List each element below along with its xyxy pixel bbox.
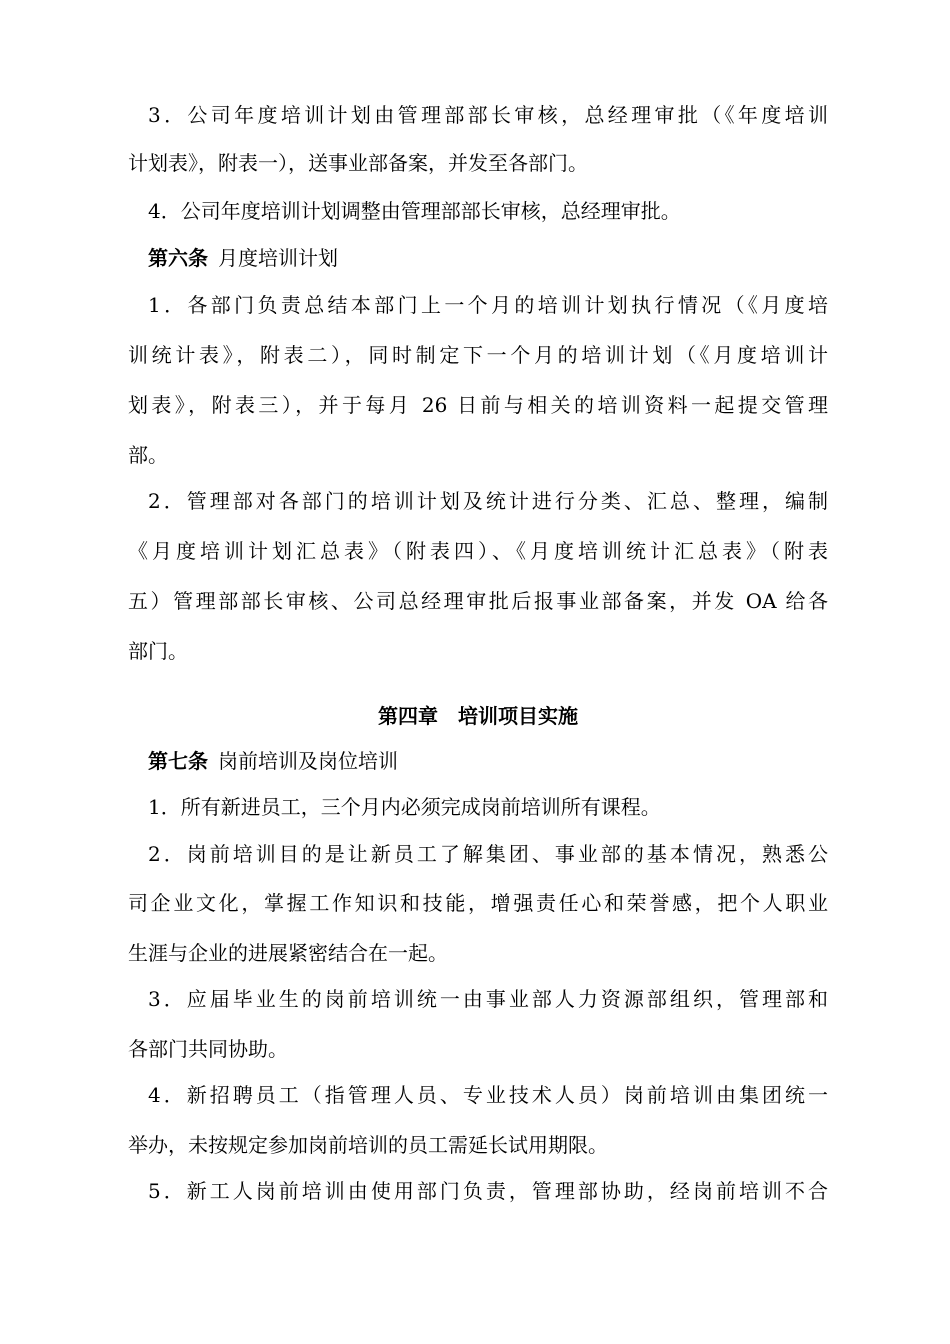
paragraph-line: 划表》，附表三），并于每月 26 日前与相关的培训资料一起提交管理 bbox=[128, 393, 828, 417]
article-number: 第六条 bbox=[148, 246, 208, 270]
paragraph-line: 五）管理部部长审核、公司总经理审批后报事业部备案，并发 OA 给各 bbox=[128, 589, 828, 613]
paragraph-line: 1．各部门负责总结本部门上一个月的培训计划执行情况（《月度培 bbox=[148, 293, 828, 317]
article-title: 月度培训计划 bbox=[218, 246, 338, 270]
article-title: 岗前培训及岗位培训 bbox=[218, 749, 398, 773]
paragraph-line: 计划表》，附表一），送事业部备案，并发至各部门。 bbox=[128, 151, 588, 175]
paragraph-line: 训统计表》，附表二），同时制定下一个月的培训计划（《月度培训计 bbox=[128, 343, 828, 367]
paragraph-line: 《月度培训计划汇总表》（附表四）、《月度培训统计汇总表》（附表 bbox=[128, 539, 828, 563]
paragraph-line: 部。 bbox=[128, 443, 168, 467]
article-number: 第七条 bbox=[148, 749, 208, 773]
article-heading bbox=[148, 244, 828, 272]
paragraph-line: 5．新工人岗前培训由使用部门负责，管理部协助，经岗前培训不合 bbox=[148, 1179, 828, 1203]
paragraph-line: 4．新招聘员工（指管理人员、专业技术人员）岗前培训由集团统一 bbox=[148, 1083, 828, 1107]
paragraph-line: 司企业文化，掌握工作知识和技能，增强责任心和荣誉感，把个人职业 bbox=[128, 891, 828, 915]
paragraph-line: 2．岗前培训目的是让新员工了解集团、事业部的基本情况，熟悉公 bbox=[148, 842, 828, 866]
article-heading bbox=[148, 747, 828, 775]
paragraph-line: 3．应届毕业生的岗前培训统一由事业部人力资源部组织，管理部和 bbox=[148, 987, 828, 1011]
paragraph-line: 举办，未按规定参加岗前培训的员工需延长试用期限。 bbox=[128, 1133, 608, 1157]
paragraph-line: 4．公司年度培训计划调整由管理部部长审核，总经理审批。 bbox=[148, 199, 681, 223]
paragraph-line: 3．公司年度培训计划由管理部部长审核，总经理审批（《年度培训 bbox=[148, 103, 828, 127]
paragraph-line: 部门。 bbox=[128, 639, 188, 663]
paragraph-line: 生涯与企业的进展紧密结合在一起。 bbox=[128, 941, 448, 965]
paragraph-line: 各部门共同协助。 bbox=[128, 1037, 288, 1061]
chapter-heading: 第四章 培训项目实施 bbox=[378, 704, 578, 728]
paragraph-line: 1．所有新进员工，三个月内必须完成岗前培训所有课程。 bbox=[148, 795, 661, 819]
paragraph-line: 2．管理部对各部门的培训计划及统计进行分类、汇总、整理，编制 bbox=[148, 489, 828, 513]
